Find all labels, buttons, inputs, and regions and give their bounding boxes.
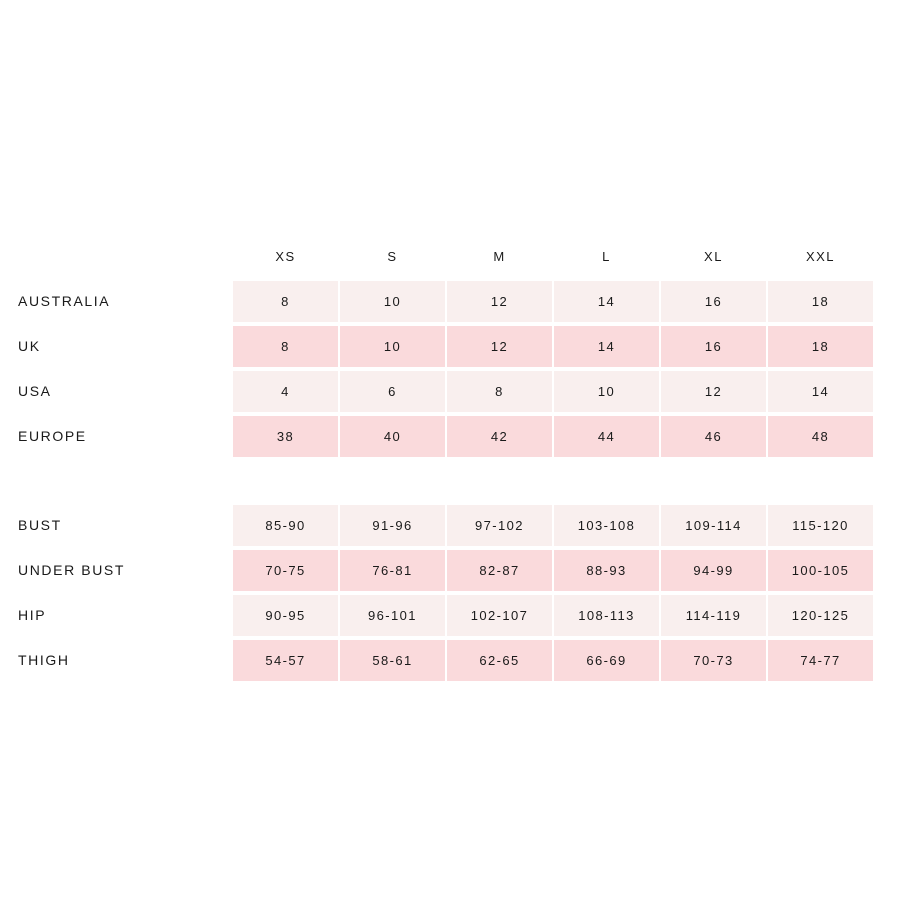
table-cell: 38 <box>233 416 338 457</box>
table-row-under-bust <box>0 549 873 592</box>
table-cell: 14 <box>554 281 659 322</box>
table-cell: 6 <box>340 371 445 412</box>
table-row-australia <box>0 280 873 323</box>
row-label: BUST <box>18 517 62 533</box>
row-label: HIP <box>18 607 47 623</box>
table-cell: 103-108 <box>554 505 659 546</box>
row-label: AUSTRALIA <box>18 293 111 309</box>
table-cell: 14 <box>768 371 873 412</box>
table-cell: 4 <box>233 371 338 412</box>
table-cell: 12 <box>661 371 766 412</box>
table-row-usa <box>0 370 873 413</box>
table-cell: 82-87 <box>447 550 552 591</box>
table-cell: 16 <box>661 326 766 367</box>
table-cell: 88-93 <box>554 550 659 591</box>
row-label: UNDER BUST <box>18 562 126 578</box>
table-cell: 90-95 <box>233 595 338 636</box>
table-cell: 16 <box>661 281 766 322</box>
table-cell: 8 <box>233 326 338 367</box>
size-conversion-table <box>0 280 873 458</box>
table-cell: 85-90 <box>233 505 338 546</box>
table-cell: 115-120 <box>768 505 873 546</box>
table-cell: 18 <box>768 281 873 322</box>
size-header-m: M <box>493 249 506 264</box>
table-row-hip <box>0 594 873 637</box>
size-header-s: S <box>387 249 398 264</box>
table-cell: 76-81 <box>340 550 445 591</box>
table-cell: 12 <box>447 326 552 367</box>
body-measurements-table <box>0 504 873 682</box>
table-cell: 66-69 <box>554 640 659 681</box>
table-row-uk <box>0 325 873 368</box>
table-cell: 48 <box>768 416 873 457</box>
size-header-row <box>233 246 873 268</box>
table-cell: 40 <box>340 416 445 457</box>
table-cell: 10 <box>340 326 445 367</box>
table-cell: 109-114 <box>661 505 766 546</box>
table-cell: 62-65 <box>447 640 552 681</box>
table-cell: 94-99 <box>661 550 766 591</box>
row-label: EUROPE <box>18 428 87 444</box>
table-row-thigh <box>0 639 873 682</box>
table-cell: 91-96 <box>340 505 445 546</box>
row-label: USA <box>18 383 52 399</box>
table-cell: 8 <box>447 371 552 412</box>
table-cell: 97-102 <box>447 505 552 546</box>
row-label: UK <box>18 338 41 354</box>
row-label: THIGH <box>18 652 70 668</box>
table-row-bust <box>0 504 873 547</box>
table-cell: 120-125 <box>768 595 873 636</box>
size-header-xs: XS <box>275 249 296 264</box>
table-cell: 58-61 <box>340 640 445 681</box>
table-cell: 70-75 <box>233 550 338 591</box>
table-cell: 54-57 <box>233 640 338 681</box>
size-header-xxl: XXL <box>805 249 836 264</box>
table-cell: 114-119 <box>661 595 766 636</box>
table-cell: 10 <box>340 281 445 322</box>
table-cell: 42 <box>447 416 552 457</box>
size-header-xl: XL <box>704 249 723 264</box>
table-cell: 46 <box>661 416 766 457</box>
table-cell: 10 <box>554 371 659 412</box>
table-row-europe <box>0 415 873 458</box>
table-cell: 44 <box>554 416 659 457</box>
table-cell: 12 <box>447 281 552 322</box>
table-cell: 100-105 <box>768 550 873 591</box>
size-header-l: L <box>602 249 611 264</box>
table-cell: 102-107 <box>447 595 552 636</box>
table-cell: 108-113 <box>554 595 659 636</box>
table-cell: 74-77 <box>768 640 873 681</box>
table-cell: 8 <box>233 281 338 322</box>
table-cell: 96-101 <box>340 595 445 636</box>
table-cell: 70-73 <box>661 640 766 681</box>
table-cell: 14 <box>554 326 659 367</box>
table-cell: 18 <box>768 326 873 367</box>
